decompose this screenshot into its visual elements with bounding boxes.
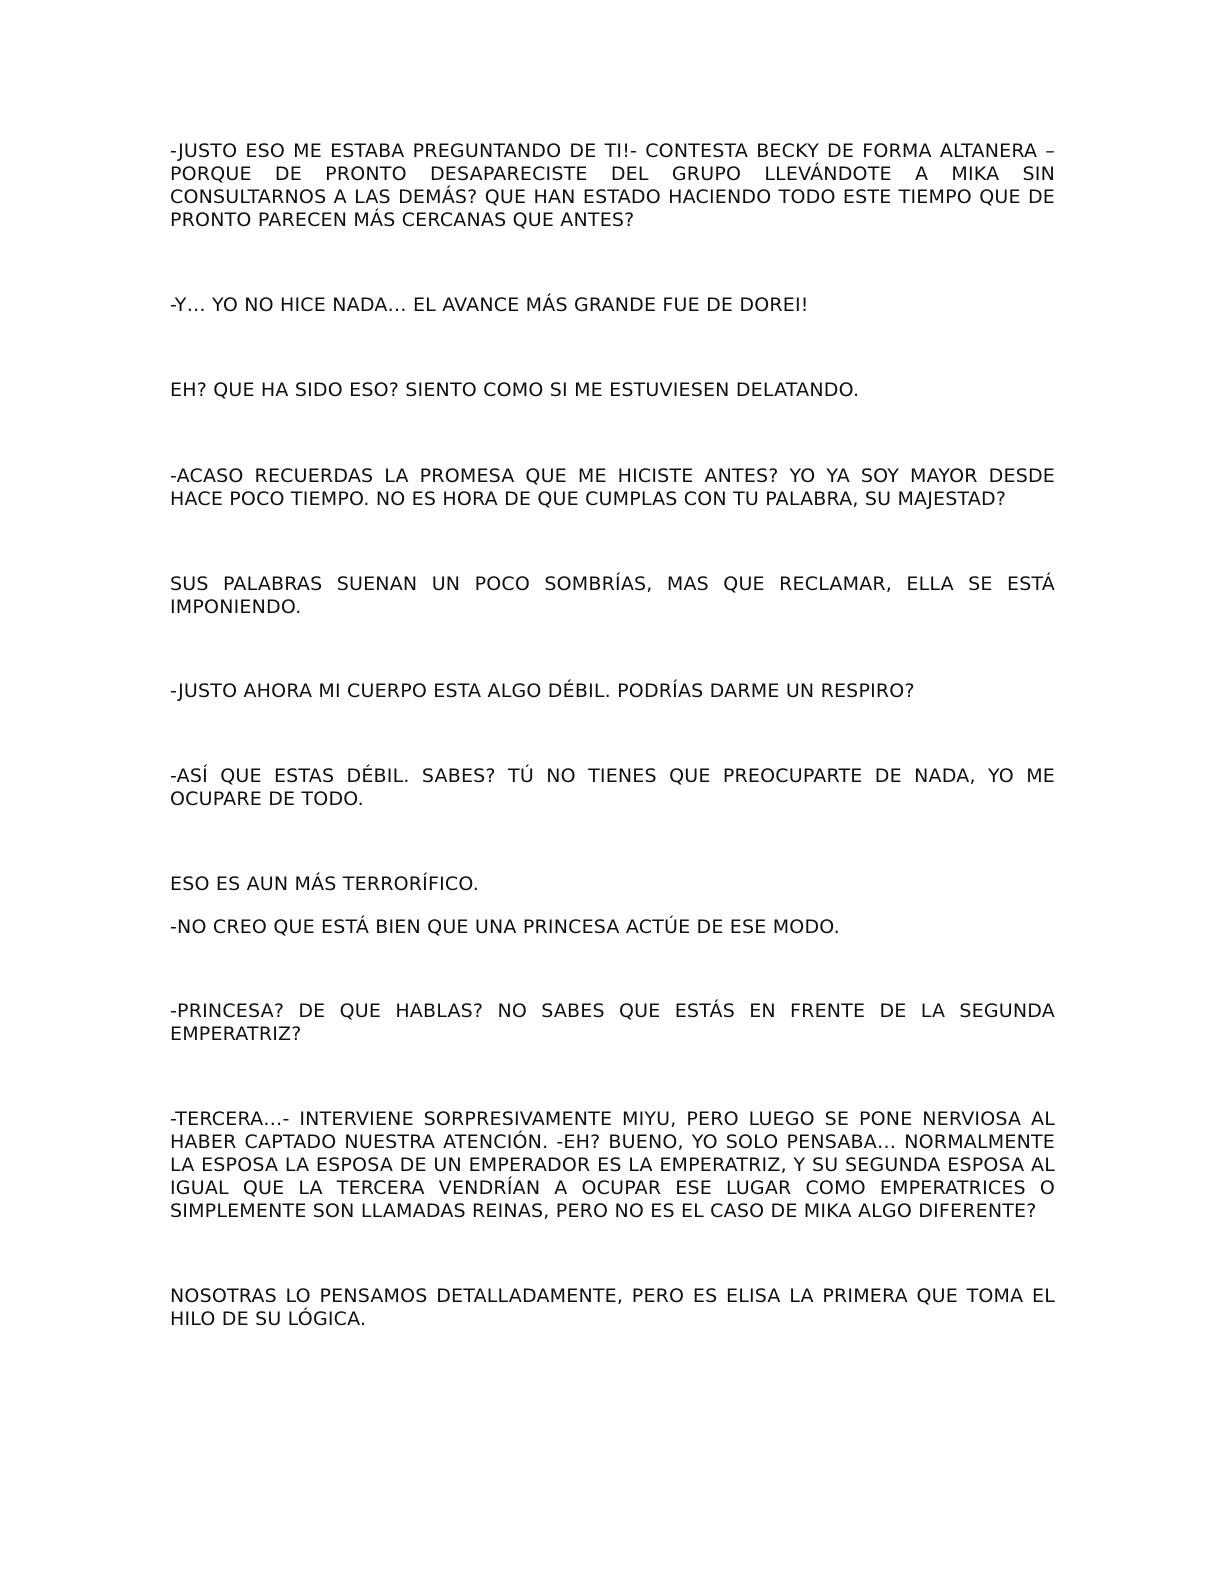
paragraph: -ASÍ QUE ESTAS DÉBIL. SABES? TÚ NO TIENES QUE PREOCUPARTE DE NADA, YO ME OCUPARE DE TODO.: [170, 765, 1055, 810]
paragraph: -PRINCESA? DE QUE HABLAS? NO SABES QUE ESTÁS EN FRENTE DE LA SEGUNDA EMPERATRIZ?: [170, 1000, 1055, 1045]
paragraph: -Y… YO NO HICE NADA… EL AVANCE MÁS GRANDE FUE DE DOREI!: [170, 294, 809, 316]
paragraph: -ACASO RECUERDAS LA PROMESA QUE ME HICISTE ANTES? YO YA SOY MAYOR DESDE HACE POCO TIEMPO. NO ES HORA DE QUE CUMPLAS CON TU PALABRA, SU MAJESTAD?: [170, 465, 1055, 510]
paragraph: EH? QUE HA SIDO ESO? SIENTO COMO SI ME ESTUVIESEN DELATANDO.: [170, 379, 860, 401]
paragraph: ESO ES AUN MÁS TERRORÍFICO.: [170, 873, 480, 895]
paragraph: -NO CREO QUE ESTÁ BIEN QUE UNA PRINCESA ACTÚE DE ESE MODO.: [170, 916, 840, 938]
paragraph: -JUSTO ESO ME ESTABA PREGUNTANDO DE TI!- CONTESTA BECKY DE FORMA ALTANERA – PORQUE DE PRONTO DESAPARECISTE DEL GRUPO LLEVÁNDOTE A MIKA SIN CONSULTARNOS A LAS DEMÁS? QUE HAN ESTADO HACIENDO TODO ESTE TIEMPO QUE DE PRONTO PARECEN MÁS CERCANAS QUE ANTES?: [170, 140, 1055, 231]
paragraph: NOSOTRAS LO PENSAMOS DETALLADAMENTE, PERO ES ELISA LA PRIMERA QUE TOMA EL HILO DE SU LÓGICA.: [170, 1285, 1055, 1330]
paragraph: -TERCERA…- INTERVIENE SORPRESIVAMENTE MIYU, PERO LUEGO SE PONE NERVIOSA AL HABER CAPTADO NUESTRA ATENCIÓN. -EH? BUENO, YO SOLO PENSABA… NORMALMENTE LA ESPOSA LA ESPOSA DE UN EMPERADOR ES LA EMPERATRIZ, Y SU SEGUNDA ESPOSA AL IGUAL QUE LA TERCERA VENDRÍAN A OCUPAR ESE LUGAR COMO EMPERATRICES O SIMPLEMENTE SON LLAMADAS REINAS, PERO NO ES EL CASO DE MIKA ALGO DIFERENTE?: [170, 1108, 1055, 1222]
paragraph: -JUSTO AHORA MI CUERPO ESTA ALGO DÉBIL. PODRÍAS DARME UN RESPIRO?: [170, 680, 915, 702]
paragraph: SUS PALABRAS SUENAN UN POCO SOMBRÍAS, MAS QUE RECLAMAR, ELLA SE ESTÁ IMPONIENDO.: [170, 573, 1055, 618]
